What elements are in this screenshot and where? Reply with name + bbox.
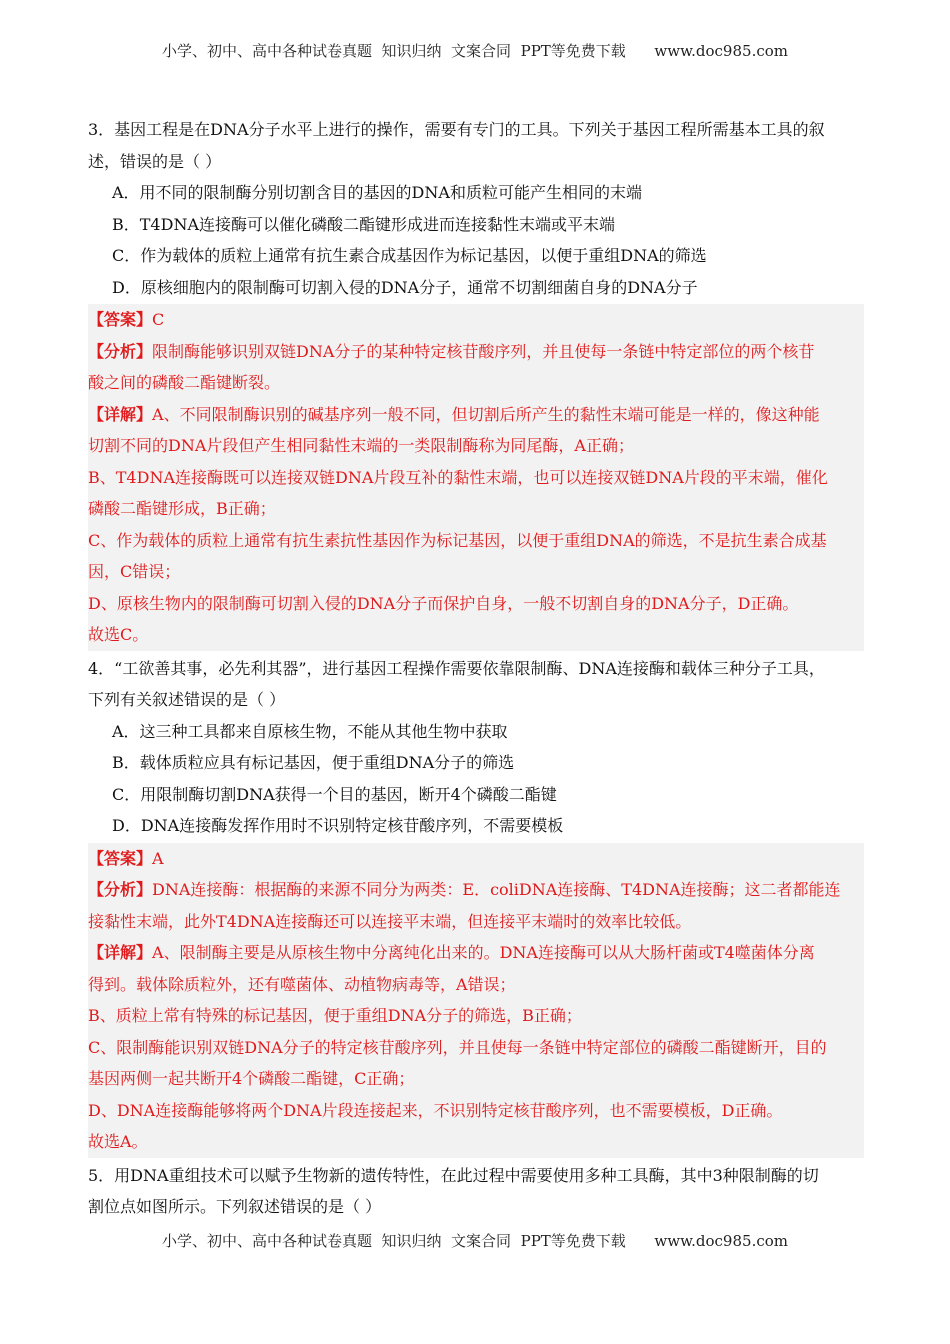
- analysis-text: DNA连接酶：根据酶的来源不同分为两类：E．coliDNA连接酶、T4DNA连接酶；这二者都能连: [152, 880, 841, 899]
- detail-line: 切割不同的DNA片段但产生相同黏性末端的一类限制酶称为同尾酶，A正确；: [88, 436, 634, 455]
- detail-line: C、限制酶能识别双链DNA分子的特定核苷酸序列，并且使每一条链中特定部位的磷酸二酯键断开，目的: [88, 1037, 827, 1057]
- detail-line: C、作为载体的质粒上通常有抗生素抗性基因作为标记基因，以便于重组DNA的筛选，不是抗生素合成基: [88, 530, 827, 550]
- option-c: C．作为载体的质粒上通常有抗生素合成基因作为标记基因，以便于重组DNA的筛选: [112, 246, 707, 265]
- option-d: D．原核细胞内的限制酶可切割入侵的DNA分子，通常不切割细菌自身的DNA分子: [112, 277, 698, 297]
- answer-tag: 【答案】: [88, 310, 153, 329]
- page-header: 小学、初中、高中各种试卷真题 知识归纳 文案合同 PPT等免费下载 www.doc985.com: [161, 42, 788, 60]
- detail-line: 故选A。: [88, 1132, 148, 1151]
- detail-line: B、T4DNA连接酶既可以连接双链DNA片段互补的黏性末端，也可以连接双链DNA片段的平末端，催化: [88, 467, 828, 487]
- answer-explanation: [88, 843, 864, 1158]
- option-c: C．用限制酶切割DNA获得一个目的基因，断开4个磷酸二酯键: [112, 784, 557, 804]
- option-a: A．用不同的限制酶分别切割含目的基因的DNA和质粒可能产生相同的末端: [112, 183, 642, 202]
- detail-line: [88, 399, 864, 431]
- answer-explanation: [88, 304, 864, 651]
- detail-text: A、限制酶主要是从原核生物中分离纯化出来的。DNA连接酶可以从大肠杆菌或T4噬菌体分离: [152, 943, 815, 962]
- detail-line: 得到。载体除质粒外，还有噬菌体、动植物病毒等，A错误；: [88, 974, 516, 994]
- answer-value: C: [152, 310, 165, 329]
- question-stem: 述，错误的是（ ）: [88, 151, 222, 171]
- detail-line: 磷酸二酯键形成，B正确；: [88, 499, 276, 518]
- question-stem: 下列有关叙述错误的是（ ）: [88, 690, 286, 709]
- option-b: B．载体质粒应具有标记基因，便于重组DNA分子的筛选: [112, 753, 515, 772]
- detail-line: B、质粒上常有特殊的标记基因，便于重组DNA分子的筛选，B正确；: [88, 1006, 582, 1025]
- question-stem: 割位点如图所示。下列叙述错误的是（ ）: [88, 1197, 382, 1216]
- option-b: B．T4DNA连接酶可以催化磷酸二酯键形成进而连接黏性末端或平末端: [112, 214, 615, 234]
- detail-text: A、不同限制酶识别的碱基序列一般不同，但切割后所产生的黏性末端可能是一样的，像这种能: [152, 404, 820, 424]
- option-d: D．DNA连接酶发挥作用时不识别特定核苷酸序列，不需要模板: [112, 816, 564, 835]
- question-3: [88, 114, 864, 651]
- analysis-tag: 【分析】: [88, 880, 153, 899]
- detail-tag: 【详解】: [88, 404, 153, 424]
- detail-line: 基因两侧一起共断开4个磷酸二酯键，C正确；: [88, 1069, 415, 1088]
- analysis-line: 接黏性末端，此外T4DNA连接酶还可以连接平末端，但连接平末端时的效率比较低。: [88, 911, 692, 931]
- option-a: A．这三种工具都来自原核生物，不能从其他生物中获取: [112, 721, 508, 741]
- question-stem: 3．基因工程是在DNA分子水平上进行的操作，需要有专门的工具。下列关于基因工程所需基本工具的叙: [88, 120, 825, 139]
- analysis-tag: 【分析】: [88, 341, 153, 361]
- question-5: [88, 1160, 864, 1223]
- question-4: [88, 653, 864, 1158]
- page-footer: 小学、初中、高中各种试卷真题 知识归纳 文案合同 PPT等免费下载 www.doc985.com: [161, 1232, 788, 1250]
- detail-line: 因，C错误；: [88, 562, 181, 581]
- answer-value: A: [152, 848, 164, 868]
- detail-tag: 【详解】: [88, 943, 153, 962]
- answer-line: [88, 843, 864, 875]
- analysis-text: 限制酶能够识别双链DNA分子的某种特定核苷酸序列，并且使每一条链中特定部位的两个核苷: [152, 341, 815, 361]
- detail-line: D、原核生物内的限制酶可切割入侵的DNA分子而保护自身，一般不切割自身的DNA分子，D正确。: [88, 593, 799, 613]
- analysis-line: [88, 874, 864, 906]
- detail-line: [88, 937, 864, 969]
- analysis-line: [88, 336, 864, 368]
- analysis-line: 酸之间的磷酸二酯键断裂。: [88, 373, 281, 392]
- question-stem: 4．“工欲善其事，必先利其器”，进行基因工程操作需要依靠限制酶、DNA连接酶和载体三种分子工具，: [88, 658, 825, 678]
- answer-line: [88, 304, 864, 336]
- document-body: [88, 114, 864, 1223]
- detail-line: D、DNA连接酶能够将两个DNA片段连接起来，不识别特定核苷酸序列，也不需要模板，D正确。: [88, 1100, 783, 1120]
- detail-line: 故选C。: [88, 625, 149, 644]
- answer-tag: 【答案】: [88, 848, 153, 868]
- question-stem: 5．用DNA重组技术可以赋予生物新的遗传特性，在此过程中需要使用多种工具酶，其中3种限制酶的切: [88, 1165, 819, 1185]
